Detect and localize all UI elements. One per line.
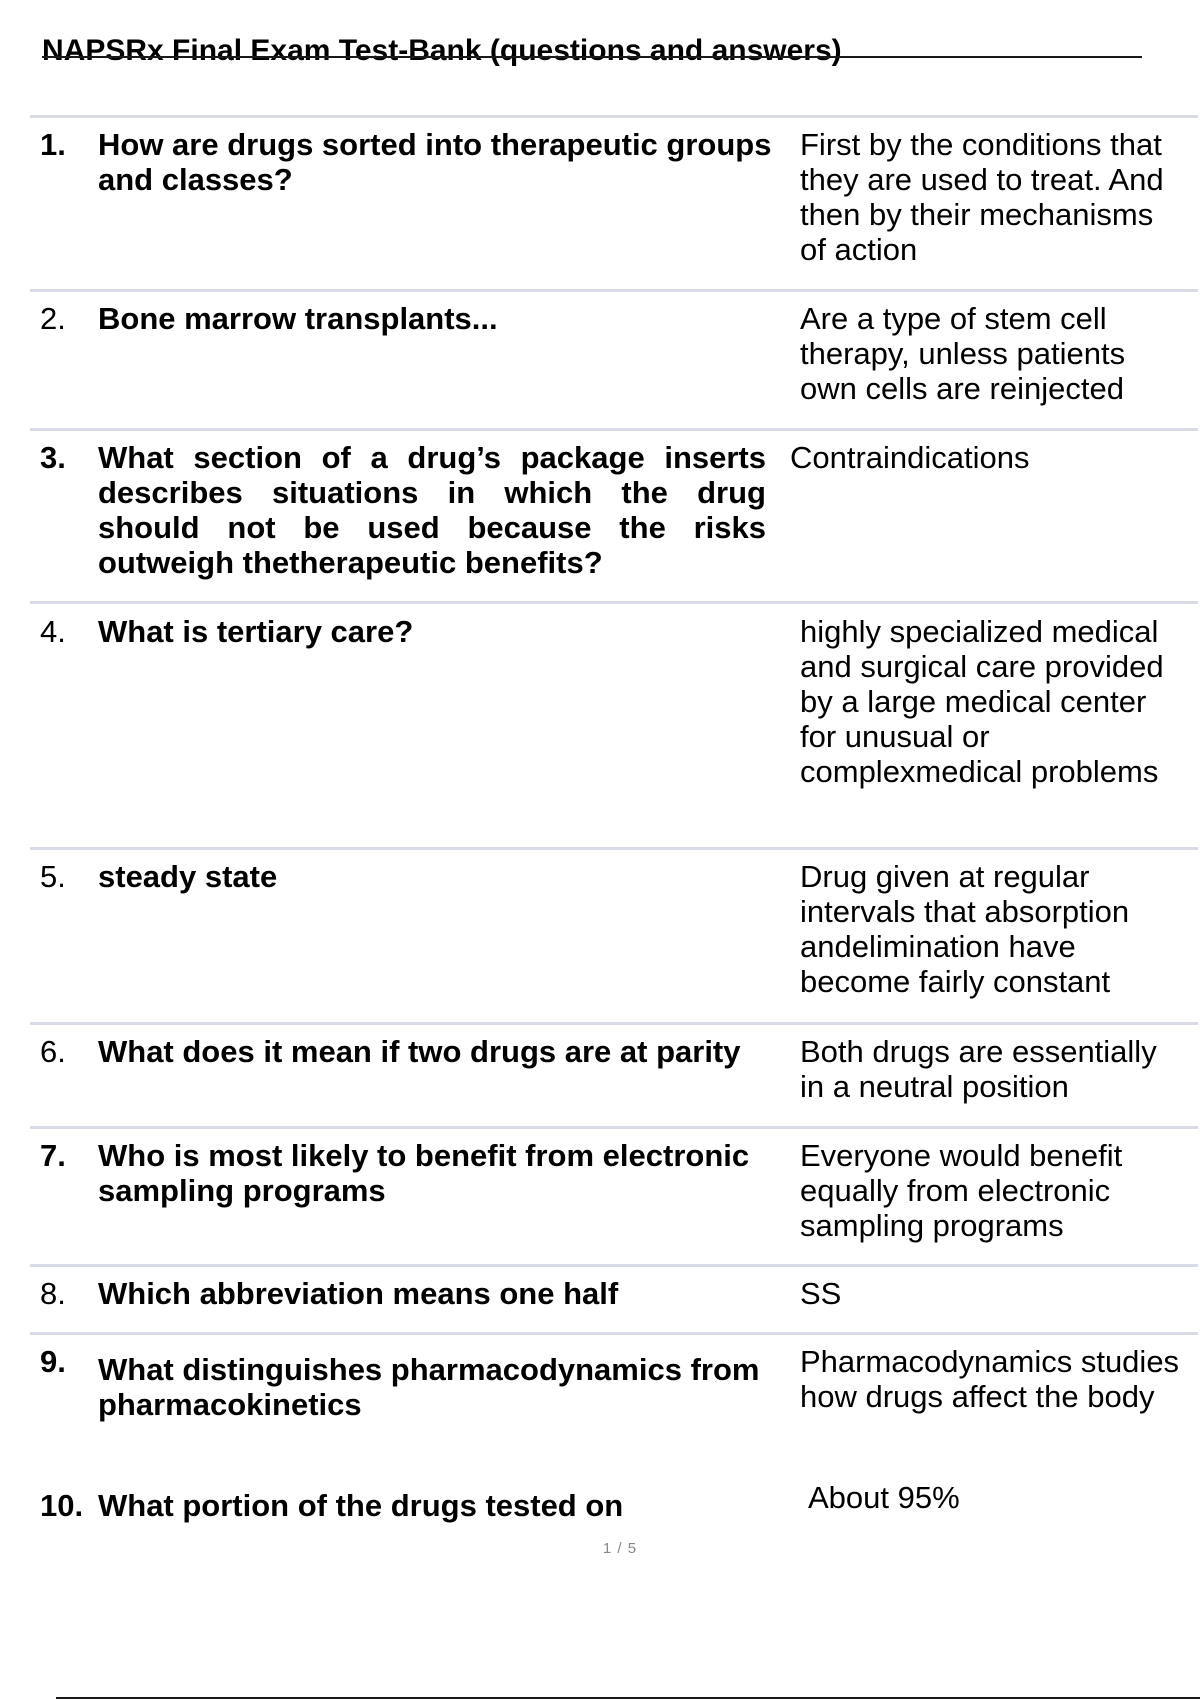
question-number: 6. xyxy=(40,1034,66,1069)
question-number: 4. xyxy=(40,614,66,649)
question-text: Bone marrow transplants... xyxy=(98,301,498,336)
answer-text: First by the conditions that they are used to treat. And then by their mechanisms of action xyxy=(800,127,1164,267)
answer-text: Drug given at regular intervals that absorption andelimination have become fairly constant xyxy=(800,859,1130,999)
question-text: Which abbreviation means one half xyxy=(98,1276,619,1311)
question-number: 9. xyxy=(40,1344,66,1379)
answer-text: Are a type of stem cell therapy, unless patients own cells are reinjected xyxy=(800,301,1126,406)
question-text: What portion of the drugs tested on xyxy=(98,1488,624,1523)
question-text: Who is most likely to benefit from electronic sampling programs xyxy=(98,1138,750,1208)
answer-text: highly specialized medical and surgical care provided by a large medical center for unusual or complexmedical problems xyxy=(800,614,1164,789)
row-divider xyxy=(30,289,1198,292)
question-text: What section of a drug’s package inserts describes situations in which the drug should not be used because the risks outweigh thetherapeutic benefits? xyxy=(98,440,766,580)
answer-text: Everyone would benefit equally from electronic sampling programs xyxy=(800,1138,1123,1243)
question-text: What distinguishes pharmacodynamics from pharmacokinetics xyxy=(98,1352,760,1422)
row-divider xyxy=(30,847,1198,850)
page-indicator: 1 / 5 xyxy=(602,1540,638,1557)
row-divider xyxy=(30,115,1198,118)
document-title: NAPSRx Final Exam Test-Bank (questions and answers) xyxy=(42,34,842,67)
question-text: What does it mean if two drugs are at parity xyxy=(98,1034,741,1069)
row-divider xyxy=(30,601,1198,604)
answer-text: Both drugs are essentially in a neutral position xyxy=(800,1034,1157,1104)
question-number: 1. xyxy=(40,127,66,162)
question-text: How are drugs sorted into therapeutic groups and classes? xyxy=(98,127,772,197)
row-divider xyxy=(30,1332,1198,1335)
answer-text: About 95% xyxy=(808,1480,960,1515)
question-number: 2. xyxy=(40,301,66,336)
answer-text: Pharmacodynamics studies how drugs affect the body xyxy=(800,1344,1180,1414)
row-divider xyxy=(30,1126,1198,1129)
row-divider xyxy=(30,1022,1198,1025)
bottom-rule xyxy=(56,1697,1200,1699)
question-text: steady state xyxy=(98,859,278,894)
question-number: 3. xyxy=(40,440,66,475)
question-number: 10. xyxy=(40,1488,84,1523)
question-text: What is tertiary care? xyxy=(98,614,414,649)
title-underline xyxy=(42,56,1142,58)
row-divider xyxy=(30,1264,1198,1267)
row-divider xyxy=(30,428,1198,431)
question-number: 5. xyxy=(40,859,66,894)
question-number: 8. xyxy=(40,1276,66,1311)
answer-text: Contraindications xyxy=(790,440,1030,475)
question-number: 7. xyxy=(40,1138,66,1173)
answer-text: SS xyxy=(800,1276,842,1311)
